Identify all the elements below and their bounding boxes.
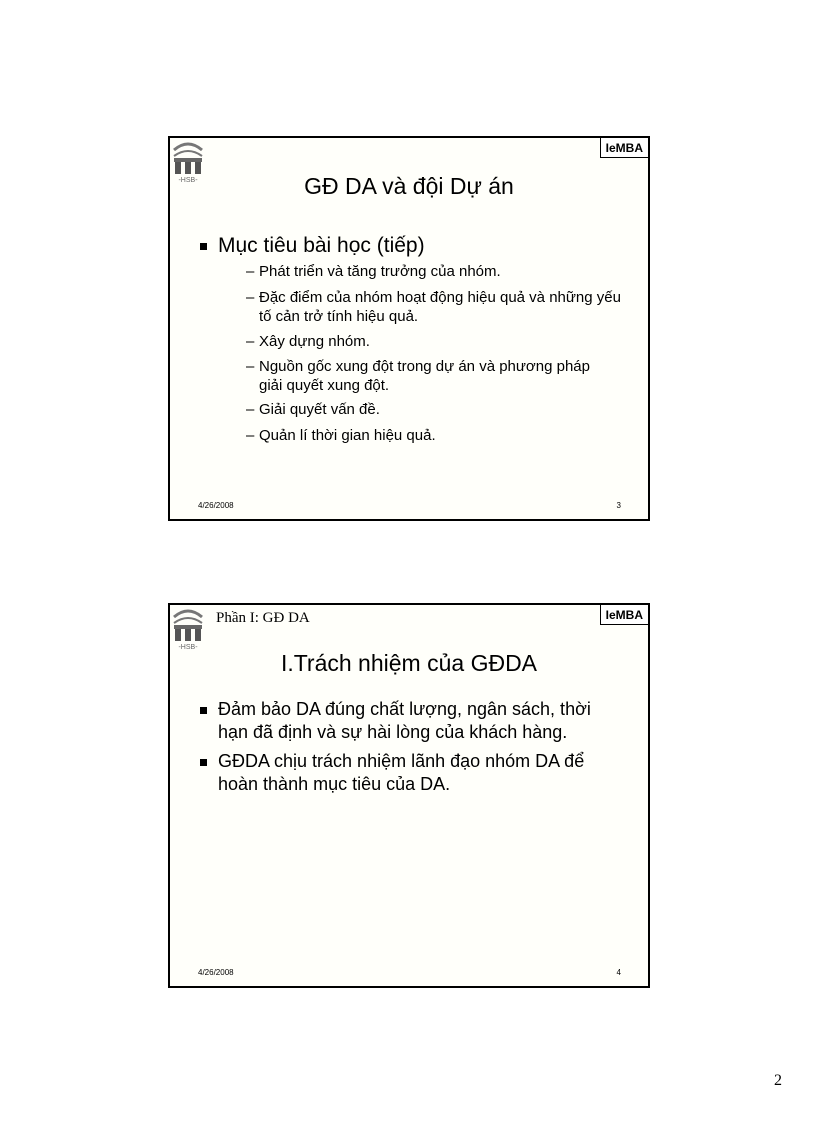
sub-bullet: – Nguồn gốc xung đột trong dự án và phương pháp giải quyết xung đột.: [246, 357, 616, 395]
svg-text:-HSB-: -HSB-: [178, 644, 198, 651]
sub-bullet-text: Nguồn gốc xung đột trong dự án và phương pháp giải quyết xung đột.: [259, 358, 590, 394]
slide-number: 3: [616, 501, 621, 510]
brand-label: IeMBA: [600, 138, 648, 158]
slide-3: [168, 136, 650, 521]
sub-bullet-text: Đặc điểm của nhóm hoạt động hiệu quả và những yếu tố cản trở tính hiệu quả.: [259, 289, 621, 325]
slide-date: 4/26/2008: [198, 968, 234, 977]
hsb-logo-icon: [171, 607, 205, 651]
bullet: [198, 750, 618, 796]
sub-bullet: – Quản lí thời gian hiệu quả.: [246, 427, 436, 444]
sub-bullet-text: Phát triển và tăng trưởng của nhóm.: [259, 263, 501, 280]
bullet: [198, 234, 425, 258]
sub-bullet-text: Xây dựng nhóm.: [259, 333, 370, 350]
slide-date: 4/26/2008: [198, 501, 234, 510]
sub-bullet-text: Quản lí thời gian hiệu quả.: [259, 427, 436, 444]
brand-label: IeMBA: [600, 605, 648, 625]
bullet-text: Đảm bảo DA đúng chất lượng, ngân sách, thời hạn đã định và sự hài lòng của khách hàng.: [218, 699, 591, 742]
svg-text:-HSB-: -HSB-: [178, 177, 198, 184]
section-label: Phần I: GĐ DA: [216, 610, 310, 626]
slide-title: I.Trách nhiệm của GĐDA: [280, 650, 538, 676]
sub-bullet: – Giải quyết vấn đề.: [246, 401, 380, 418]
slide-title: GĐ DA và đội Dự án: [304, 173, 514, 199]
sub-bullet-text: Giải quyết vấn đề.: [259, 401, 380, 418]
bullet: [198, 698, 618, 744]
bullet-text: Mục tiêu bài học (tiếp): [218, 234, 425, 257]
sub-bullet: – Phát triển và tăng trưởng của nhóm.: [246, 263, 501, 280]
slide-number: 4: [616, 968, 621, 977]
sub-bullet: – Xây dựng nhóm.: [246, 333, 370, 350]
page-number: 2: [774, 1072, 782, 1089]
sub-bullet: – Đặc điểm của nhóm hoạt động hiệu quả và những yếu tố cản trở tính hiệu quả.: [246, 288, 624, 326]
slide-4: [168, 603, 650, 988]
bullet-text: GĐDA chịu trách nhiệm lãnh đạo nhóm DA để hoàn thành mục tiêu của DA.: [218, 751, 585, 794]
